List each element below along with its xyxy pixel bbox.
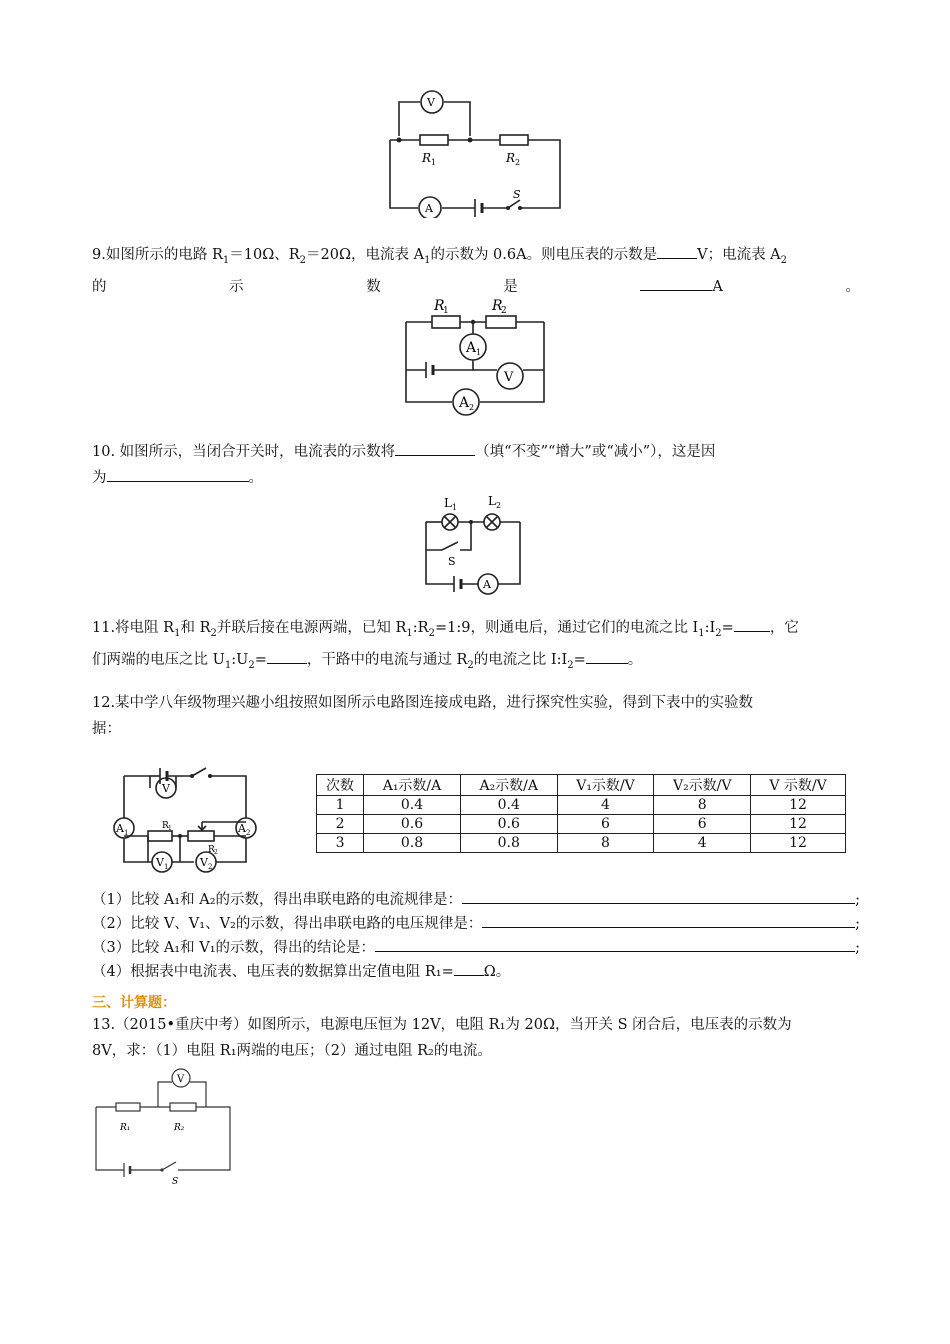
question-12-line1: 12.某中学八年级物理兴趣小组按照如图所示电路图连接成电路，进行探究性实验，得到下表中的实验数 — [92, 695, 754, 711]
word: 是 — [503, 278, 518, 295]
sub: 1 — [452, 503, 458, 512]
text: :I — [704, 620, 716, 636]
table-cell: 0.4 — [364, 796, 461, 815]
table-cell: 6 — [557, 815, 654, 834]
question-10 — [92, 439, 860, 491]
q10-text-b: （填“不变”“增大”或“减小”），这是因 — [475, 444, 716, 460]
sub: 1 — [424, 254, 431, 266]
answer-blank[interactable] — [107, 466, 249, 482]
circuit-diagram-q10 — [412, 492, 537, 597]
a1-label: A — [116, 822, 124, 835]
answer-blank[interactable] — [734, 616, 770, 632]
text: （1）比较 A₁和 A₂的示数，得出串联电路的电流规律是： — [92, 892, 463, 908]
sub: 2 — [208, 863, 213, 871]
table-header: 次数 — [317, 775, 364, 796]
text: 11.将电阻 R — [92, 620, 175, 636]
answer-blank[interactable] — [395, 440, 475, 456]
sub: 1 — [698, 627, 705, 639]
q10-text-a: 10. 如图所示，当闭合开关时，电流表的示数将 — [92, 444, 396, 460]
table-cell: 8 — [557, 834, 654, 853]
q9-text-a: 如图所示的电路 R — [105, 247, 223, 263]
table-cell: 2 — [317, 815, 364, 834]
text: （3）比较 A₁和 V₁的示数，得出的结论是： — [92, 940, 376, 956]
q9-text-b: ＝10Ω、R — [229, 247, 300, 263]
sub: 2 — [501, 306, 507, 316]
period: 。 — [845, 278, 860, 295]
text: = — [573, 651, 586, 668]
question-10-line2 — [92, 465, 860, 491]
answer-blank[interactable] — [586, 648, 628, 664]
sub: 2 — [299, 254, 307, 266]
v2-label: V — [200, 856, 208, 869]
answer-group — [640, 274, 722, 300]
question-13-line1: 13.（2015•重庆中考）如图所示，电源电压恒为 12V，电阻 R₁为 20Ω，当开关 S 闭合后，电压表的示数为 — [92, 1017, 792, 1033]
r1-label: R — [422, 151, 432, 165]
question-9-line1 — [92, 242, 860, 274]
word: 的 — [92, 278, 107, 295]
text: 的电流之比 I:I — [473, 651, 568, 668]
sub: 2 — [210, 627, 217, 639]
r1-sub: 1 — [431, 158, 437, 167]
unit: A — [712, 278, 723, 295]
sub-question-2 — [92, 912, 860, 936]
circuit-diagram-q9 — [394, 290, 554, 420]
a2-label: A — [459, 395, 470, 411]
table-row — [317, 834, 846, 853]
table-cell: 0.8 — [460, 834, 557, 853]
sub-question-4 — [92, 960, 860, 984]
sub: 1 — [164, 863, 169, 871]
r2-label: R — [208, 845, 215, 855]
a2-label: A — [238, 822, 246, 835]
sub: 1 — [222, 254, 230, 266]
ammeter-label: A — [483, 578, 491, 591]
answer-blank[interactable] — [454, 960, 484, 976]
sub: 2 — [715, 627, 722, 639]
r1-label: R — [162, 821, 169, 831]
answer-blank[interactable] — [657, 243, 697, 259]
voltmeter-label: V — [427, 96, 435, 109]
semicolon: ; — [855, 916, 860, 932]
text: ，它 — [769, 620, 799, 636]
table-cell: 12 — [751, 815, 846, 834]
text: 们两端的电压之比 U — [92, 651, 225, 668]
semicolon: ; — [855, 892, 860, 908]
table-cell: 8 — [654, 796, 751, 815]
ammeter-label: A — [425, 202, 433, 215]
r1-label: R — [434, 298, 445, 314]
table-cell: 12 — [751, 834, 846, 853]
l2-label: L — [488, 494, 496, 508]
r2-sub: 2 — [515, 158, 521, 167]
q10-text-d: 。 — [248, 470, 263, 486]
text: 并联后接在电源两端，已知 R — [216, 620, 407, 636]
sub: 1 — [406, 627, 413, 639]
text: = — [721, 620, 734, 636]
table-header: V₂示数/V — [654, 775, 751, 796]
question-12-line2: 据： — [92, 721, 121, 737]
switch-label: S — [172, 1177, 179, 1184]
switch-label: S — [513, 188, 521, 201]
data-table — [316, 774, 846, 853]
question-12 — [92, 690, 860, 742]
text: ，干路中的电流与通过 R — [306, 651, 468, 668]
text: 。 — [627, 651, 643, 668]
table-cell: 4 — [654, 834, 751, 853]
v-label: V — [162, 782, 170, 795]
text: = — [254, 651, 267, 668]
r2-label: R — [492, 298, 503, 314]
word: 示 — [229, 278, 244, 295]
question-11-line1 — [92, 615, 860, 647]
sub: 1 — [443, 306, 449, 316]
r2-label: R₂ — [174, 1123, 185, 1133]
table-cell: 0.6 — [364, 815, 461, 834]
sub: 2 — [469, 403, 475, 412]
sub: 1 — [124, 829, 129, 837]
sub: 2 — [246, 829, 251, 837]
answer-blank[interactable] — [462, 888, 855, 904]
question-13 — [92, 1012, 860, 1064]
sub: 1 — [168, 825, 172, 832]
table-cell: 0.8 — [364, 834, 461, 853]
text: :R — [412, 620, 429, 636]
table-header: V₁示数/V — [557, 775, 654, 796]
table-cell: 0.6 — [460, 815, 557, 834]
section-heading: 三、计算题： — [92, 995, 176, 1011]
table-cell: 3 — [317, 834, 364, 853]
voltmeter-label: V — [177, 1074, 185, 1085]
sub: 2 — [780, 254, 788, 266]
answer-blank[interactable] — [482, 912, 855, 928]
table-cell: 1 — [317, 796, 364, 815]
answer-blank[interactable] — [375, 936, 855, 952]
text: :U — [231, 651, 249, 668]
table-cell: 6 — [654, 815, 751, 834]
question-number: 9. — [92, 247, 106, 263]
circuit-diagram-q8 — [380, 88, 570, 218]
table-cell: 0.4 — [460, 796, 557, 815]
sub: 2 — [496, 501, 502, 510]
sub: 1 — [224, 659, 232, 671]
sub-question-1 — [92, 888, 860, 912]
text: （2）比较 V、V₁、V₂的示数，得出串联电路的电压规律是： — [92, 916, 483, 932]
question-13-line2: 8V，求：（1）电阻 R₁两端的电压；（2）通过电阻 R₂的电流。 — [92, 1043, 492, 1059]
sub: 2 — [214, 849, 218, 856]
circuit-diagram-q12 — [108, 762, 268, 880]
text: 和 R — [180, 620, 211, 636]
text: （4）根据表中电流表、电压表的数据算出定值电阻 R₁= — [92, 964, 454, 980]
question-11 — [92, 615, 860, 679]
word: 数 — [366, 278, 381, 295]
q9-text-e: V；电流表 A — [697, 247, 781, 263]
l1-label: L — [444, 496, 452, 510]
answer-blank[interactable] — [267, 648, 307, 664]
q9-text-c: ＝20Ω，电流表 A — [306, 247, 425, 263]
table-row — [317, 815, 846, 834]
sub: 1 — [476, 348, 482, 357]
text: =1:9，则通电后，通过它们的电流之比 I — [434, 620, 699, 636]
r2-label: R — [506, 151, 516, 165]
sub: 2 — [428, 627, 435, 639]
q10-text-c: 为 — [92, 470, 107, 486]
v1-label: V — [156, 856, 164, 869]
v-label: V — [504, 370, 514, 385]
circuit-diagram-q13 — [92, 1064, 242, 1184]
answer-blank[interactable] — [640, 275, 712, 291]
a1-label: A — [466, 340, 477, 356]
table-cell: 12 — [751, 796, 846, 815]
table-header: V 示数/V — [751, 775, 846, 796]
semicolon: ; — [855, 940, 860, 956]
table-row — [317, 796, 846, 815]
sub: 1 — [174, 627, 181, 639]
table-header-row — [317, 775, 846, 796]
question-10-line1 — [92, 439, 860, 465]
sub: 2 — [467, 659, 474, 671]
switch-label: S — [448, 555, 456, 568]
text: Ω。 — [483, 964, 511, 980]
table-cell: 4 — [557, 796, 654, 815]
table-header: A₂示数/A — [460, 775, 557, 796]
r1-label: R₁ — [120, 1123, 131, 1133]
sub-question-3 — [92, 936, 860, 960]
table-header: A₁示数/A — [364, 775, 461, 796]
sub: 2 — [567, 659, 574, 671]
question-12-subquestions — [92, 888, 860, 984]
q9-text-d: 的示数为 0.6A。则电压表的示数是 — [430, 247, 658, 263]
question-11-line2 — [92, 647, 860, 679]
sub: 2 — [248, 659, 255, 671]
